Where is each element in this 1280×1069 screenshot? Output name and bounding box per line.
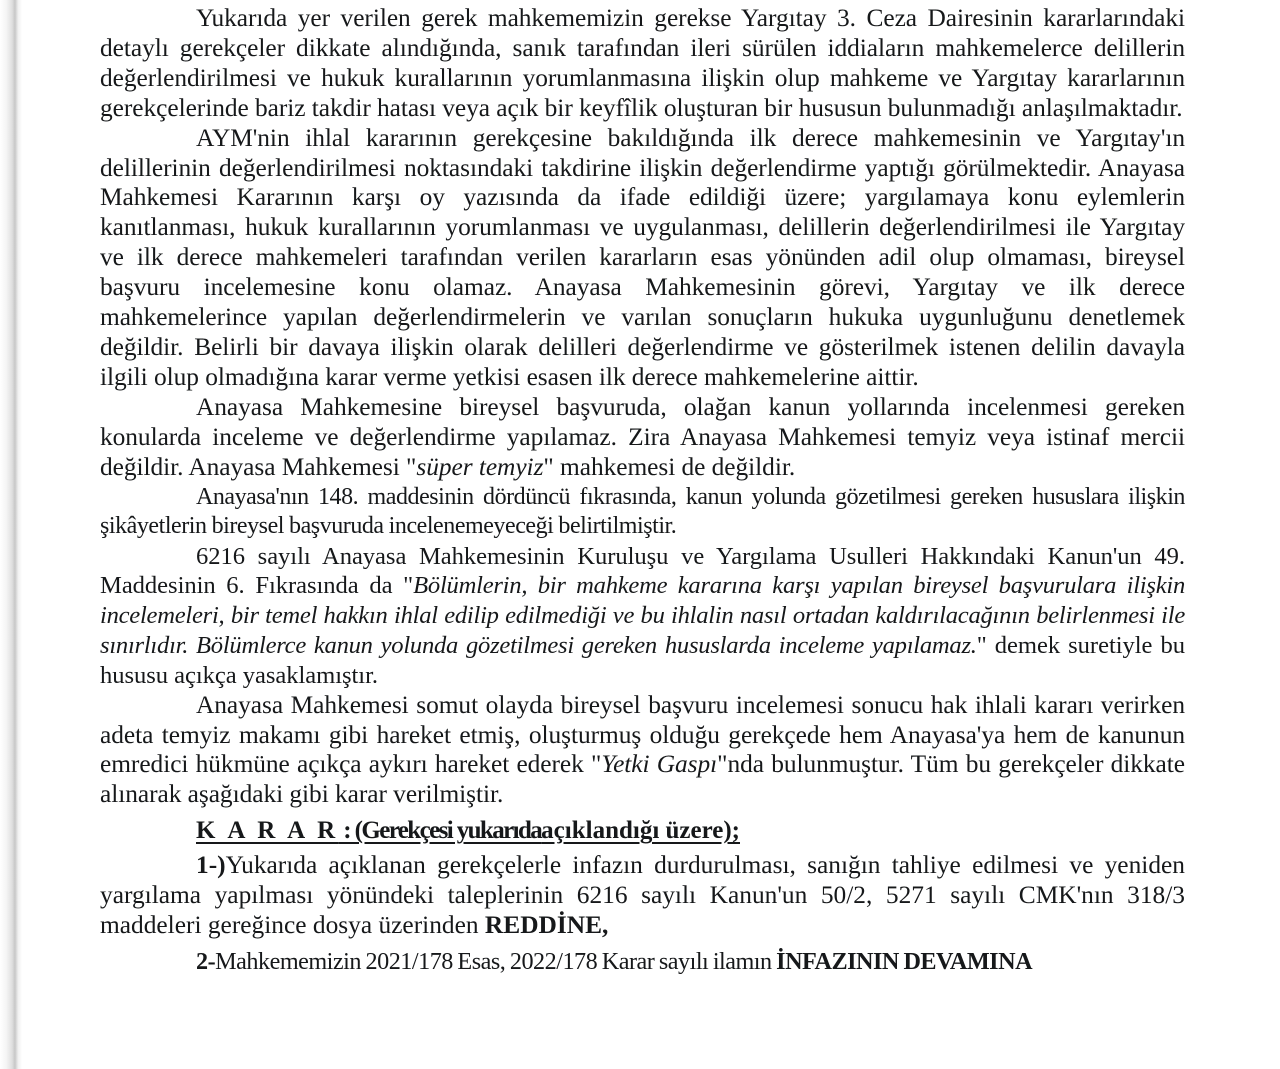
paragraph-6 xyxy=(100,691,1185,811)
decision-item-2 xyxy=(100,947,1185,977)
paragraph-5-statute-quote: Bölümlerin, bir mahkeme kararına karşı yapılan bireysel başvurulara ilişkin incelemeleri, bir temel hakkın ihlal edilip edilmediği ve bu ihlalin nasıl ortadan kaldırılacağının belirlenmesi ile sınırlıdır. Bölümlerce kanun yolunda gözetilmesi gereken hususlarda inceleme yapılamaz. xyxy=(100,572,1185,660)
paragraph-4: Anayasa'nın 148. maddesinin dördüncü fıkrasında, kanun yolunda gözetilmesi gereken hususlara ilişkin şikâyetlerin bireysel başvuruda incelenemeyeceği belirtilmiştir. xyxy=(100,483,1185,540)
decision-item-2-text: Mahkememizin 2021/178 Esas, 2022/178 Karar sayılı ilamın xyxy=(215,948,777,976)
decision-item-1-ruling: REDDİNE, xyxy=(484,911,609,940)
paragraph-6-emphasis: Yetki Gaspı xyxy=(601,750,718,779)
decision-heading-rest: : (Gerekçesi yukarıda xyxy=(338,817,542,845)
paragraph-6-text-a: Anayasa Mahkemesi somut olayda bireysel başvuru incelemesi sonucu hak ihlali kararı verirken adeta temyiz makamı gibi hareket etmiş, oluşturmuş olduğu gerekçede hem Anayasa'ya hem de kanunun emredici hükmüne açıkça aykırı hareket ederek " xyxy=(100,690,1185,779)
decision-item-2-number: 2- xyxy=(196,948,216,976)
paragraph-3-text-a: Anayasa Mahkemesine bireysel başvuruda, olağan kanun yollarında incelenmesi gereken konularda inceleme ve değerlendirme yapılamaz. Zira Anayasa Mahkemesi temyiz veya istinaf mercii değildir. Anayasa Mahkemesi " xyxy=(100,392,1185,481)
decision-heading-underlined xyxy=(196,817,740,844)
decision-item-1-text: Yukarıda açıklanan gerekçelerle infazın durdurulması, sanığın tahliye edilmesi ve yeniden yargılama yapılması yönündeki taleplerinin 6216 sayılı Kanun'un 50/2, 5271 sayılı CMK'nın 318/3 maddeleri gereğince dosya üzerinden xyxy=(100,851,1185,940)
paragraph-5-text-a: 6216 sayılı Anayasa Mahkemesinin Kuruluşu ve Yargılama Usulleri Hakkındaki Kanun'un 49. Maddesinin 6. Fıkrasında da " xyxy=(100,542,1185,600)
paragraph-6-text-b: "nda bulunmuştur. Tüm bu gerekçeler dikkate alınarak aşağıdaki gibi karar verilmiştir. xyxy=(100,750,1186,809)
paragraph-2: AYM'nin ihlal kararının gerekçesine bakıldığında ilk derece mahkemesinin ve Yargıtay'ın delillerinin değerlendirilmesi noktasındaki takdirine ilişkin değerlendirme yaptığı görülmektedir. Anayasa Mahkemesi Kararının karşı oy yazısında da ifade edildiği üzere; yargılamaya konu eylemlerin kanıtlanması, hukuk kurallarının yorumlanması ve uygulanması, delillerin değerlendirilmesi ile Yargıtay ve ilk derece mahkemeleri tarafından verilen kararların esas yönünden adil olup olmaması, bireysel başvuru incelemesine konu olamaz. Anayasa Mahkemesinin görevi, Yargıtay ve ilk derece mahkemelerince yapılan değerlendirmelerin ve varılan sonuçların hukuka uygunluğunu denetlemek değildir. Belirli bir davaya ilişkin olarak delilleri değerlendirme ve gösterilmek istenen delilin davayla ilgili olup olmadığına karar verme yetkisi esasen ilk derece mahkemelerine aittir. xyxy=(100,123,1185,391)
paragraph-5-text-b: " demek suretiyle bu hususu açıkça yasaklamıştır. xyxy=(100,632,1185,689)
paragraph-3 xyxy=(100,393,1185,483)
decision-heading-label: K A R A R xyxy=(196,817,339,845)
decision-item-1 xyxy=(100,851,1185,941)
paragraph-5 xyxy=(100,542,1185,691)
paragraph-3-text-b: " mahkemesi de değildir. xyxy=(543,452,796,481)
paragraph-3-emphasis: süper temyiz xyxy=(416,452,544,481)
paragraph-1: Yukarıda yer verilen gerek mahkememizin gerekse Yargıtay 3. Ceza Dairesinin kararlarındaki detaylı gerekçeler dikkate alındığında, sanık tarafından ileri sürülen iddiaların mahkemelerce delillerin değerlendirilmesi ve hukuk kurallarının yorumlanmasına ilişkin olup mahkeme ve Yargıtay kararlarının gerekçelerinde bariz takdir hatası veya açık bir keyfîlik oluşturan bir hususun bulunmadığı anlaşılmaktadır. xyxy=(100,4,1185,122)
decision-heading-rest-2: açıklandığı üzere); xyxy=(541,817,740,845)
decision-item-2-ruling: İNFAZININ DEVAMINA xyxy=(776,948,1033,976)
decision-item-1-number: 1-) xyxy=(196,851,226,880)
decision-heading xyxy=(100,815,1185,847)
